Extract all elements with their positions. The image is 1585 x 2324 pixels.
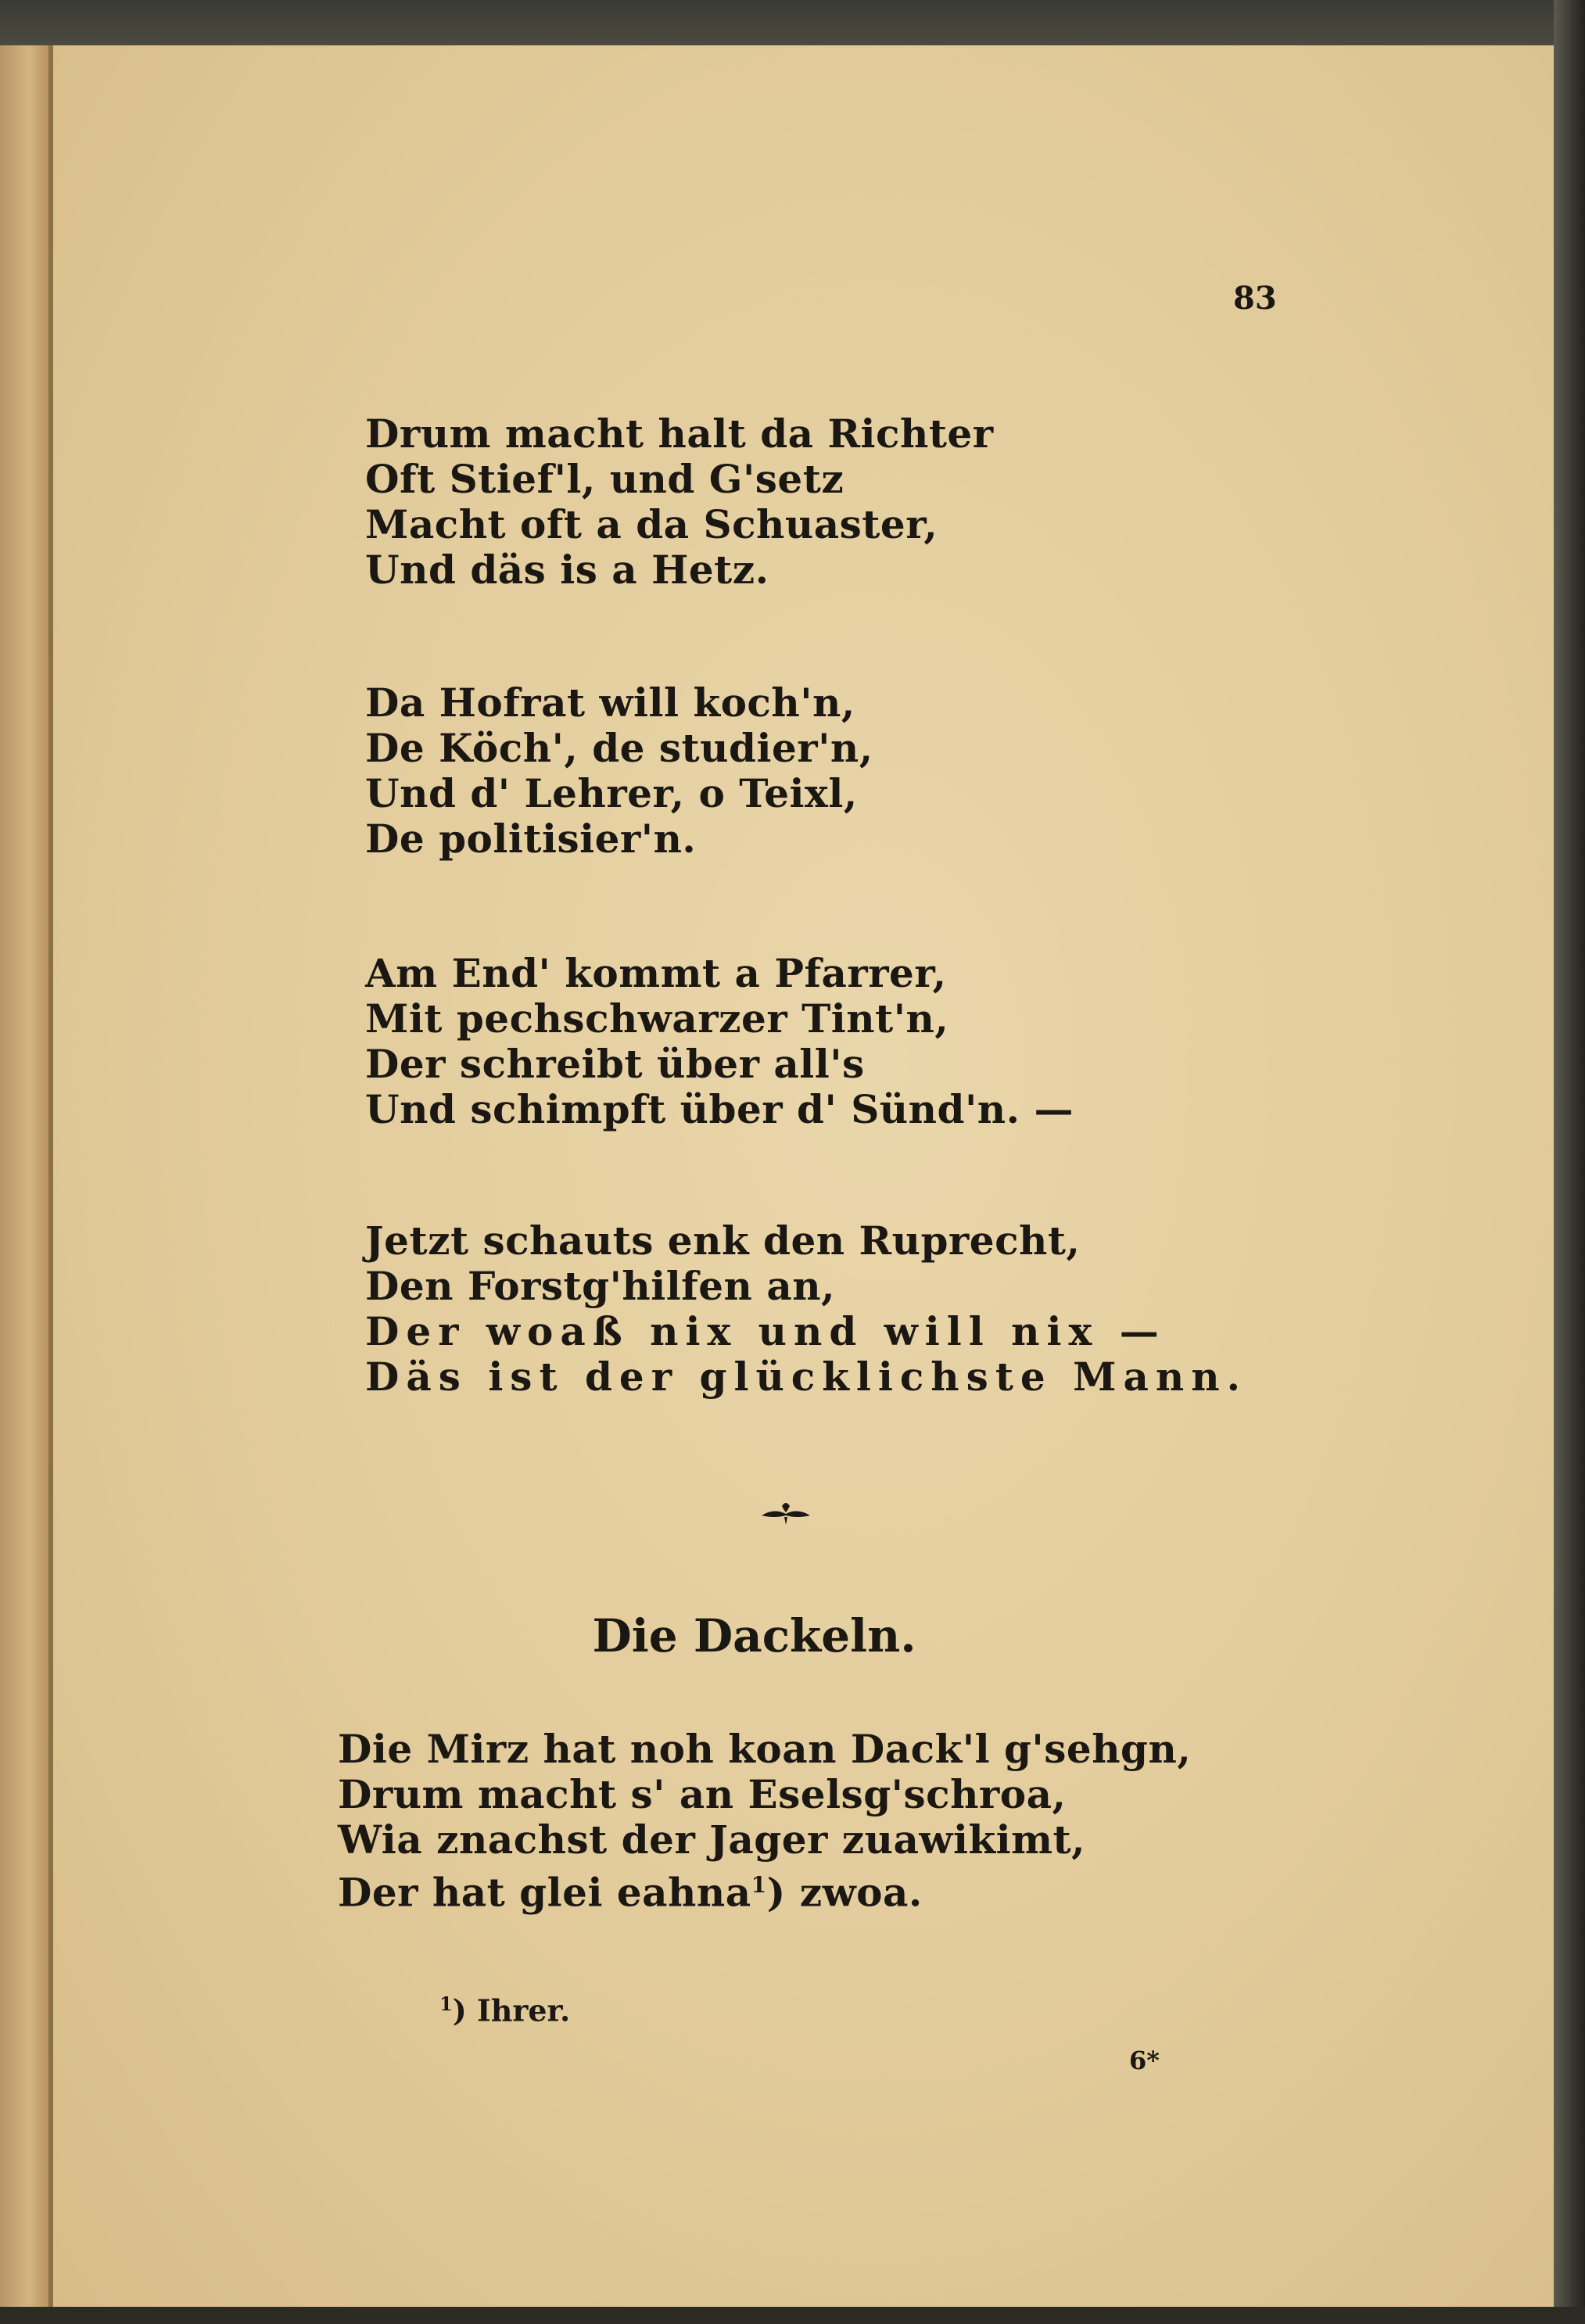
- verse-line-part: Der hat glei eahna: [338, 1869, 751, 1916]
- scan-bottom-edge: [0, 2307, 1585, 2324]
- stanza-1: [365, 411, 994, 593]
- verse-line: Jetzt schauts enk den Ruprecht,: [365, 1218, 1081, 1264]
- verse-line: [338, 1863, 1191, 1916]
- verse-line: Drum macht s' an Eselsg'schroa,: [338, 1771, 1067, 1817]
- verse-line: Mit pechschwarzer Tint'n,: [365, 995, 949, 1042]
- footnote-text: ) Ihrer.: [452, 1992, 571, 2028]
- stanza-5: [338, 1727, 1191, 1916]
- verse-line: De Köch', de studier'n,: [365, 725, 873, 771]
- page-number: 83: [1233, 280, 1277, 317]
- poem-title: Die Dackeln.: [592, 1609, 916, 1662]
- verse-line: Drum macht halt da Richter: [365, 411, 994, 457]
- signature-mark: 6*: [1129, 2046, 1160, 2075]
- verse-line: Die Mirz hat noh koan Dack'l g'sehgn,: [338, 1726, 1192, 1772]
- footnote: [439, 1992, 570, 2028]
- verse-line: Der schreibt über all's: [365, 1041, 865, 1087]
- verse-line: Da Hofrat will koch'n,: [365, 680, 855, 726]
- stanza-4: [365, 1218, 1247, 1400]
- verse-line-part: ) zwoa.: [766, 1869, 923, 1916]
- verse-line: Und schimpft über d' Sünd'n. —: [365, 1086, 1074, 1132]
- verse-line: Den Forstg'hilfen an,: [365, 1263, 835, 1309]
- verse-line: Däs ist der glücklichste Mann.: [365, 1354, 1247, 1400]
- fleuron-icon: [758, 1500, 813, 1528]
- scan-top-edge: [0, 0, 1585, 45]
- facing-page-edge: [0, 45, 48, 2307]
- stanza-2: [365, 680, 873, 862]
- verse-line: Am End' kommt a Pfarrer,: [365, 950, 947, 996]
- stanza-3: [365, 951, 1074, 1132]
- footnote-marker: 1: [439, 1992, 453, 2015]
- page-gutter: [48, 45, 53, 2307]
- verse-line: Und d' Lehrer, o Teixl,: [365, 770, 858, 816]
- verse-line: Oft Stief'l, und G'setz: [365, 456, 844, 502]
- scan-right-edge: [1554, 0, 1585, 2324]
- verse-line: Wia znachst der Jager zuawikimt,: [338, 1817, 1085, 1863]
- verse-line: Der woaß nix und will nix —: [365, 1308, 1166, 1354]
- verse-line: De politisier'n.: [365, 816, 697, 862]
- verse-line: Macht oft a da Schuaster,: [365, 501, 938, 547]
- footnote-marker: 1: [751, 1872, 767, 1898]
- page-paper: [48, 45, 1554, 2307]
- verse-line: Und däs is a Hetz.: [365, 547, 769, 593]
